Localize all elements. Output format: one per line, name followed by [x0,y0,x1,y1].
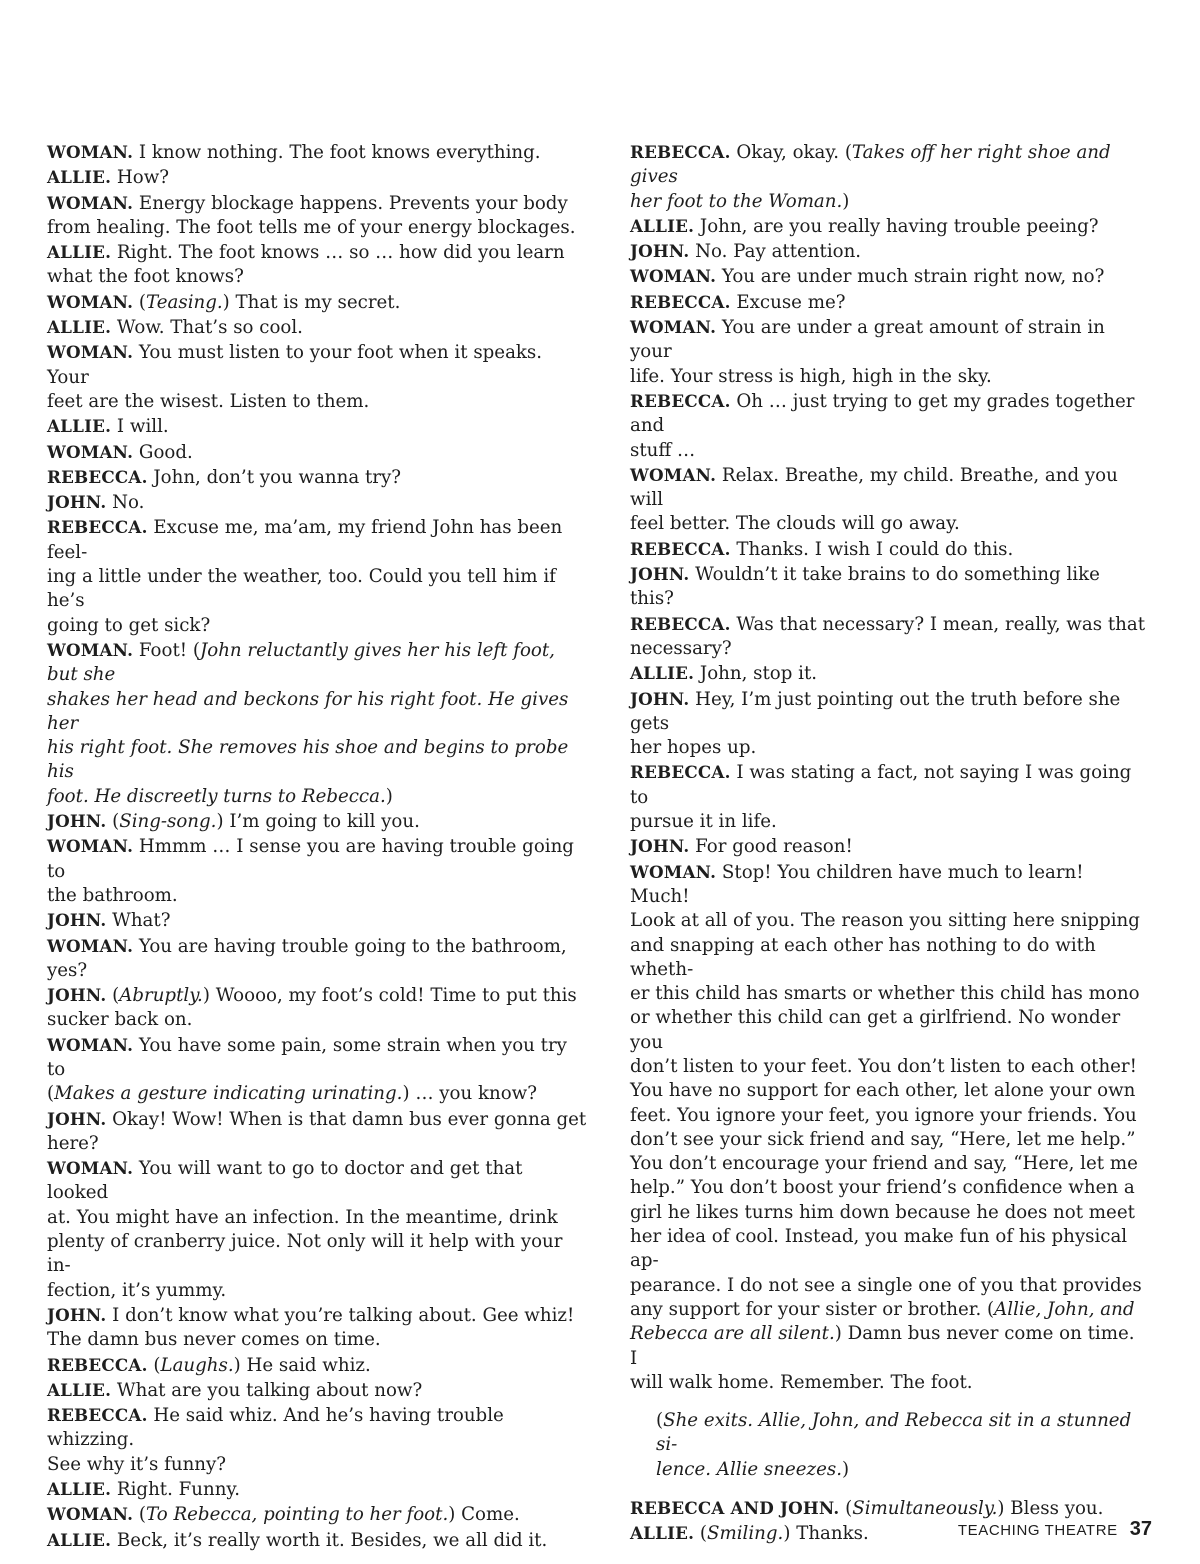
text-line [630,1371,1145,1395]
line-text: I don’t know what you’re talking about. Gee whiz! [106,1304,575,1326]
line-text: ) Bless you. [997,1498,1104,1520]
line-text: John, don’t you wanna try? [147,466,402,488]
text-line [630,1225,1145,1274]
line-text: er this child has smarts or whether this child has mono [630,983,1140,1005]
speaker-name: WOMAN. [630,464,717,485]
line-text: No. Pay attention. [689,241,862,263]
line-text: ( [133,1504,147,1526]
speaker-name: WOMAN. [47,1158,134,1179]
line-text: You are having trouble going to the bathroom, yes? [47,935,567,981]
stage-direction: lence. Allie sneezes. [656,1458,842,1480]
text-line [630,512,1145,536]
line-text: ( [106,985,120,1007]
speaker-name: ALLIE. [47,242,112,263]
text-line [630,760,1145,810]
text-line [47,736,587,785]
text-line [47,1528,587,1553]
text-line [47,638,587,688]
speaker-name: ALLIE. [47,1379,112,1400]
speaker-name: WOMAN. [47,291,134,312]
line-text: ( [694,1523,708,1545]
text-line [47,315,587,340]
text-line [630,1006,1145,1055]
speaker-name: REBECCA. [630,142,731,162]
stage-direction-block [630,1409,1145,1482]
text-line [630,637,1145,661]
line-text: feet. You ignore your feet, you ignore your friends. You [630,1104,1137,1126]
speaker-name: JOHN. [630,241,690,262]
line-text: Good. [133,441,193,463]
line-text: the bathroom. [47,884,178,906]
stage-direction: Teasing. [146,291,223,313]
text-line [47,465,587,490]
line-text: pearance. I do not see a single one of you that provides [630,1274,1142,1296]
line-text: ( [147,1354,161,1376]
line-text: Foot! ( [133,639,200,661]
line-text: You are under much strain right now, no? [716,266,1105,288]
line-text: ) Come. [448,1504,520,1526]
line-text: ) … you know? [402,1083,538,1105]
line-text: any support for your sister or brother. ( [630,1298,995,1320]
line-text: Right. Funny. [111,1479,241,1501]
text-line [47,1156,587,1206]
text-line [47,414,587,439]
text-line [47,1328,587,1352]
stage-direction: foot. He discreetly turns to Rebecca. [47,785,386,807]
line-text: You will want to go to doctor and get that looked [47,1158,523,1204]
speaker-name: JOHN. [630,564,690,585]
line-text: John, stop it. [694,663,818,685]
text-line [47,515,587,565]
line-text: Beck, it’s really worth it. Besides, we all did it. [111,1529,548,1551]
text-line [630,439,1145,463]
line-text: her hopes up. [630,737,757,759]
text-line [47,165,587,190]
line-text: help.” You don’t boost your friend’s confidence when a [630,1177,1135,1199]
text-line [630,1201,1145,1225]
stage-direction: Rebecca are all silent. [630,1323,835,1345]
text-line [47,1279,587,1303]
text-line [47,1378,587,1403]
text-line [47,191,587,216]
text-line [630,687,1145,737]
text-line [630,1274,1145,1298]
line-text: Wow. That’s so cool. [111,317,303,339]
speaker-name: WOMAN. [630,266,717,287]
stage-direction: Abruptly. [119,985,203,1007]
line-text: feel better. The clouds will go away. [630,513,960,535]
line-text: ( [106,811,120,833]
speaker-name: REBECCA. [630,390,731,411]
line-text: her idea of cool. Instead, you make fun of his physical ap- [630,1226,1128,1272]
text-line [630,365,1145,389]
line-text: ) [841,1458,850,1480]
line-text: don’t see your sick friend and say, “Here, let me help.” [630,1128,1136,1150]
line-text: ) Damn bus never come on time. I [630,1323,1135,1369]
line-text: ing a little under the weather, too. Could you tell him if he’s [47,566,556,612]
line-text: Excuse me? [730,291,846,313]
text-line [47,240,587,265]
speaker-name: JOHN. [630,688,690,709]
text-line [47,1502,587,1527]
line-text: don’t listen to your feet. You don’t listen to each other! [630,1055,1137,1077]
text-line [630,834,1145,859]
text-line [630,1322,1145,1371]
speaker-name: ALLIE. [47,416,112,437]
line-text: stuff … [630,439,696,461]
speaker-name: REBECCA AND JOHN. [630,1498,840,1519]
publication-title: TEACHING THEATRE [957,1522,1118,1539]
line-text: ( [47,1083,55,1105]
text-line [47,1082,587,1106]
line-text: fection, it’s yummy. [47,1279,227,1301]
text-line [47,1008,587,1032]
speaker-name: REBECCA. [47,1354,148,1375]
line-text: He said whiz. And he’s having trouble whizzing. [47,1405,504,1451]
speaker-name: ALLIE. [47,1529,112,1550]
line-text: Okay! Wow! When is that damn bus ever gonna get [106,1108,587,1130]
text-line [630,1298,1145,1322]
text-line [47,265,587,289]
line-text: Okay, okay. ( [730,142,852,163]
line-text: John, are you really having trouble peeing? [694,215,1099,237]
line-text: You have some pain, some strain when you try to [47,1034,567,1080]
speaker-name: JOHN. [47,811,107,832]
stage-direction: She exits. Allie, John, and Rebecca sit in a stunned si- [656,1410,1132,1456]
text-line [630,1128,1145,1152]
text-line [630,909,1145,933]
line-text: What? [106,910,171,932]
line-text: I will. [111,416,169,438]
line-text: necessary? [630,637,732,659]
text-line [630,389,1145,439]
speaker-name: WOMAN. [47,639,134,660]
text-line [47,809,587,834]
line-text: plenty of cranberry juice. Not only will it help with your in- [47,1231,563,1277]
speaker-name: REBECCA. [630,613,731,634]
stage-direction: To Rebecca, pointing to her foot. [146,1504,449,1526]
text-line [630,1055,1145,1079]
text-line [47,785,587,809]
line-text: or whether this child can get a girlfriend. No wonder you [630,1007,1121,1053]
text-line [630,612,1145,637]
speaker-name: JOHN. [47,1304,107,1325]
line-text: and snapping at each other has nothing to do with wheth- [630,934,1096,980]
line-text: Relax. Breathe, my child. Breathe, and you will [630,464,1118,511]
text-line [630,239,1145,264]
line-text: Hey, I’m just pointing out the truth before she gets [630,688,1121,734]
line-text: ) [385,785,393,807]
stage-direction: Sing-song. [119,811,217,833]
line-text: Thanks. I wish I could do this. [730,538,1014,560]
line-text: Was that necessary? I mean, really, was that [730,613,1146,635]
text-line [630,860,1145,910]
line-text: feet are the wisest. Listen to them. [47,390,370,412]
line-text: ( [133,291,147,313]
line-text: Oh … just trying to get my grades together and [630,390,1135,437]
line-text: No. [106,492,145,514]
text-line [47,390,587,414]
speaker-name: REBECCA. [630,538,731,559]
text-line [630,190,1145,214]
line-text: I know nothing. The foot knows everything. [133,142,541,163]
page-footer [958,1518,1152,1541]
line-text: what the foot knows? [47,266,244,288]
speaker-name: JOHN. [630,836,690,857]
line-text: The damn bus never comes on time. [47,1329,381,1351]
page-number: 37 [1129,1518,1152,1540]
line-text: ( [656,1410,664,1432]
line-text: sucker back on. [47,1009,193,1031]
speaker-name: JOHN. [47,492,107,513]
speaker-name: REBECCA. [47,466,148,487]
text-line [47,140,587,165]
line-text: here? [47,1132,99,1154]
text-line [47,1033,587,1083]
stage-direction: Simultaneously. [852,1498,998,1520]
text-line [47,216,587,240]
left-column [47,140,587,1553]
speaker-name: REBECCA. [630,291,731,312]
text-line [47,614,587,638]
line-text: pursue it in life. [630,811,777,833]
stage-direction: Smiling. [707,1523,784,1545]
line-text: going to get sick? [47,614,211,636]
speaker-name: WOMAN. [47,142,134,162]
line-text: Energy blockage happens. Prevents your body [133,192,568,214]
speaker-name: JOHN. [47,1108,107,1129]
line-text: Stop! You children have much to learn! Much! [630,861,1084,907]
line-text: will walk home. Remember. The foot. [630,1371,973,1393]
text-line [47,565,587,614]
text-line [656,1458,1145,1482]
line-text: ) Woooo, my foot’s cold! Time to put this [202,985,577,1007]
text-line [630,1176,1145,1200]
text-line [630,1152,1145,1176]
line-text: ( [839,1498,853,1520]
text-line [630,290,1145,315]
text-line [47,934,587,984]
line-text: For good reason! [689,836,853,858]
stage-direction: Laughs. [160,1354,234,1376]
line-text: Hmmm … I sense you are having trouble going to [47,836,574,882]
text-line [630,463,1145,513]
line-text: You must listen to your foot when it speaks. Your [47,342,543,388]
text-line [47,1403,587,1453]
speaker-name: REBECCA. [47,517,148,538]
speaker-name: REBECCA. [47,1405,148,1426]
stage-direction: John reluctantly gives her his left foot, but she [47,639,555,686]
speaker-name: WOMAN. [47,342,134,363]
stage-direction: shakes her head and beckons for his right foot. He gives her [47,688,569,734]
speaker-name: ALLIE. [630,663,695,684]
text-line [47,290,587,315]
line-text: ) [842,190,850,212]
line-text: See why it’s funny? [47,1453,227,1475]
speaker-name: ALLIE. [47,167,112,188]
line-text: girl he likes turns him down because he does not meet [630,1201,1135,1223]
text-line [630,736,1145,760]
line-text: ) That is my secret. [222,291,401,313]
line-text: How? [111,167,170,189]
text-line [630,661,1145,686]
speaker-name: WOMAN. [630,317,717,338]
stage-direction: Takes off her right shoe and gives [630,142,1111,188]
line-text: ) I’m going to kill you. [216,811,420,833]
speaker-name: REBECCA. [630,762,731,783]
text-line [47,340,587,390]
text-line [630,562,1145,612]
text-line [47,1132,587,1156]
text-line [630,264,1145,289]
speaker-name: WOMAN. [47,1034,134,1055]
text-line [630,537,1145,562]
text-line [47,908,587,933]
text-line [630,315,1145,365]
text-line [47,1453,587,1477]
speaker-name: WOMAN. [47,935,134,956]
line-text: from healing. The foot tells me of your energy blockages. [47,216,576,238]
speaker-name: ALLIE. [47,317,112,338]
speaker-name: WOMAN. [47,836,134,857]
speaker-name: WOMAN. [47,441,134,462]
line-text: Right. The foot knows … so … how did you learn [111,242,565,264]
stage-direction: her foot to the Woman. [630,190,843,212]
line-text: Look at all of you. The reason you sitting here snipping [630,910,1140,932]
text-line [47,688,587,737]
text-line [47,1230,587,1279]
stage-direction: his right foot. She removes his shoe and begins to probe his [47,737,569,783]
line-text: life. Your stress is high, high in the sky. [630,365,992,387]
line-text: Excuse me, ma’am, my friend John has been feel- [47,517,563,563]
right-column [630,140,1145,1547]
speaker-name: WOMAN. [47,192,134,213]
line-text: What are you talking about now? [111,1379,423,1401]
line-text: You don’t encourage your friend and say, “Here, let me [630,1153,1138,1175]
text-line [47,983,587,1008]
text-line [630,982,1145,1006]
text-line [630,934,1145,983]
text-line [630,1079,1145,1103]
line-text: ) Thanks. [783,1523,869,1545]
text-line [630,810,1145,834]
text-line [656,1409,1145,1458]
line-text: I was stating a fact, not saying I was going to [630,762,1132,808]
text-line [630,1104,1145,1128]
line-text: at. You might have an infection. In the meantime, drink [47,1206,558,1228]
dialogue-block [630,140,1145,1395]
line-text: Wouldn’t it take brains to do something like this? [630,564,1100,610]
text-line [47,1303,587,1328]
text-line [630,214,1145,239]
stage-direction: Allie, John, and [994,1298,1135,1320]
line-text: You have no support for each other, let alone your own [630,1080,1136,1102]
text-line [47,1206,587,1230]
text-line [630,140,1145,190]
line-text: ) He said whiz. [233,1354,371,1376]
speaker-name: ALLIE. [47,1479,112,1500]
text-line [47,440,587,465]
text-line [47,1477,587,1502]
speaker-name: JOHN. [47,985,107,1006]
speaker-name: JOHN. [47,910,107,931]
text-line [47,490,587,515]
stage-direction: Makes a gesture indicating urinating. [54,1083,403,1105]
text-line [47,884,587,908]
text-line [47,834,587,884]
text-line [47,1107,587,1132]
line-text: You are under a great amount of strain in your [630,317,1105,363]
speaker-name: WOMAN. [630,861,717,882]
speaker-name: ALLIE. [630,215,695,236]
text-line [47,1353,587,1378]
speaker-name: ALLIE. [630,1523,695,1544]
speaker-name: WOMAN. [47,1504,134,1525]
